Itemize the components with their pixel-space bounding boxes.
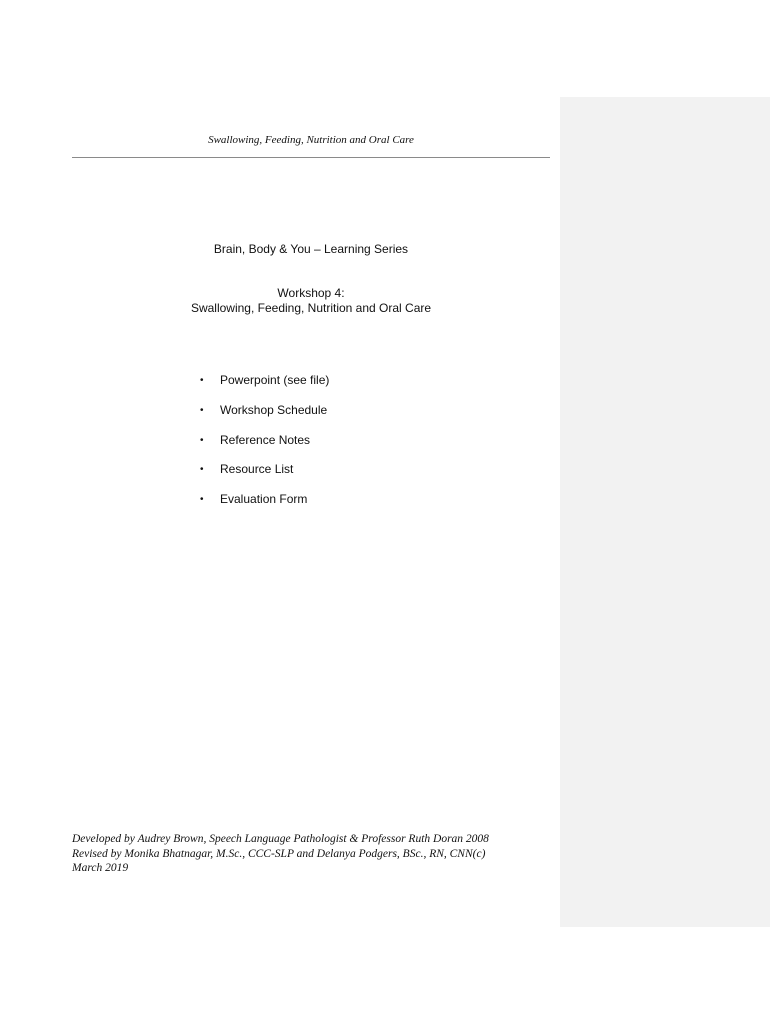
list-item-label: Workshop Schedule	[220, 402, 328, 417]
credits-block	[72, 832, 552, 876]
series-title: Brain, Body & You – Learning Series	[213, 242, 409, 256]
header-rule	[72, 157, 550, 158]
comment-margin-pane	[560, 97, 770, 927]
contents-list	[200, 373, 329, 522]
list-item-label: Resource List	[220, 462, 294, 477]
list-item-label: Powerpoint (see file)	[220, 373, 330, 387]
list-item	[200, 492, 329, 522]
running-header: Swallowing, Feeding, Nutrition and Oral Care	[208, 134, 414, 146]
bullet-icon: •	[200, 464, 204, 476]
workshop-number: Workshop 4:	[277, 286, 345, 300]
revision-date: March 2019	[72, 862, 129, 874]
bullet-icon: •	[200, 494, 204, 506]
list-item	[200, 462, 329, 492]
list-item	[200, 403, 329, 433]
bullet-icon: •	[200, 434, 204, 446]
list-item	[200, 373, 329, 403]
list-item-label: Evaluation Form	[220, 492, 308, 507]
workshop-title: Swallowing, Feeding, Nutrition and Oral Care	[190, 301, 432, 315]
revised-by-line: Revised by Monika Bhatnagar, M.Sc., CCC-SLP and Delanya Podgers, BSc., RN, CNN(c)	[72, 847, 486, 860]
bullet-icon: •	[200, 404, 204, 416]
list-item	[200, 433, 329, 463]
bullet-icon: •	[200, 375, 204, 386]
list-item-label: Reference Notes	[220, 432, 311, 447]
developed-by-line: Developed by Audrey Brown, Speech Language Pathologist & Professor Ruth Doran 2008	[72, 833, 489, 845]
